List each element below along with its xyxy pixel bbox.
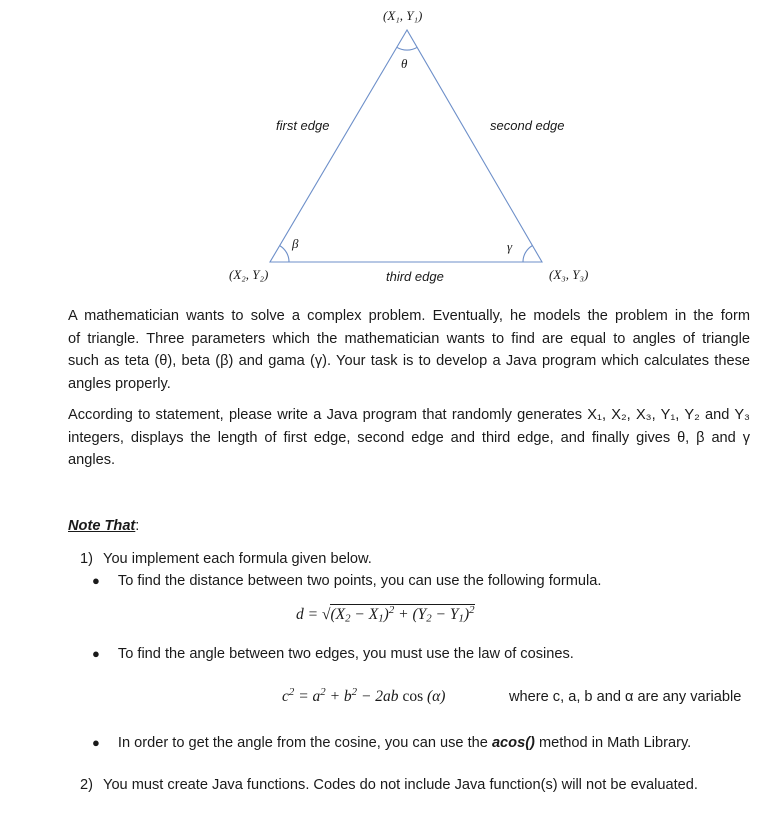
bullet-acos [92,735,691,751]
distance-formula: $d = √(X_2 - X_1)^2 + (Y_2 - Y_1)^2$ [296,604,475,625]
cosine-formula-note: where c, a, b and α are any variable [509,689,742,705]
task-statement [68,404,750,472]
angle-arc-gamma [523,246,532,262]
list-item-1 [80,551,372,567]
first-edge-label: first edge [276,118,330,133]
angle-arc-theta [397,47,417,50]
item-number: 1) [80,551,93,567]
note-heading: Note That: [68,518,140,534]
bullet-icon: ● [92,646,100,661]
item-text: You must create Java functions. Codes do not include Java function(s) will not be evaluated. [103,777,698,793]
list-item-2 [80,777,698,793]
bullet-text-end: method in Math Library. [538,735,692,751]
triangle-diagram [0,0,777,300]
angle-arc-beta [280,246,289,262]
text-line: A mathematician wants to solve a complex problem. Eventually, he models the problem in the form [68,308,750,324]
text-line: angles. [68,452,116,468]
bullet-icon: ● [92,573,100,588]
angle-gamma-label: γ [507,239,513,254]
item-number: 2) [80,777,93,793]
angle-theta-label: θ [401,56,408,71]
bullet-text: To find the angle between two edges, you must use the law of cosines. [117,646,574,662]
bullet-angle [92,646,574,662]
problem-statement [68,305,750,395]
vertex-left-label: (X₂, Y₂) [229,267,269,282]
text-line: According to statement, please write a Java program that randomly generates X₁, X₂, X₃, Y₁, Y₂ and Y₃ [68,407,750,423]
angle-beta-label: β [292,236,299,251]
item-text: You implement each formula given below. [103,551,372,567]
text-line: of triangle. Three parameters which the mathematician wants to find are equal to angles of triangle [68,330,750,347]
cosine-formula: $c^2 = a^2 + b^2 - 2ab$ cos (α) [282,686,446,705]
acos-method: acos() [491,735,535,751]
bullet-icon: ● [92,735,100,750]
vertex-top-label: (X₁, Y₁) [383,8,423,23]
text-line: angles properly. [68,375,171,392]
bullet-distance [92,573,601,589]
vertex-right-label: (X₃, Y₃) [549,267,589,282]
bullet-text: To find the distance between two points, you can use the following formula. [117,573,602,589]
second-edge-label: second edge [490,118,565,133]
bullet-text: In order to get the angle from the cosine, you can use the [117,735,488,751]
third-edge-label: third edge [386,269,444,284]
text-line: integers, displays the length of first edge, second edge and third edge, and finally gives θ, β and γ [68,429,750,446]
text-line: such as teta (θ), beta (β) and gama (γ). Your task is to develop a Java program which calculates these [68,353,750,369]
